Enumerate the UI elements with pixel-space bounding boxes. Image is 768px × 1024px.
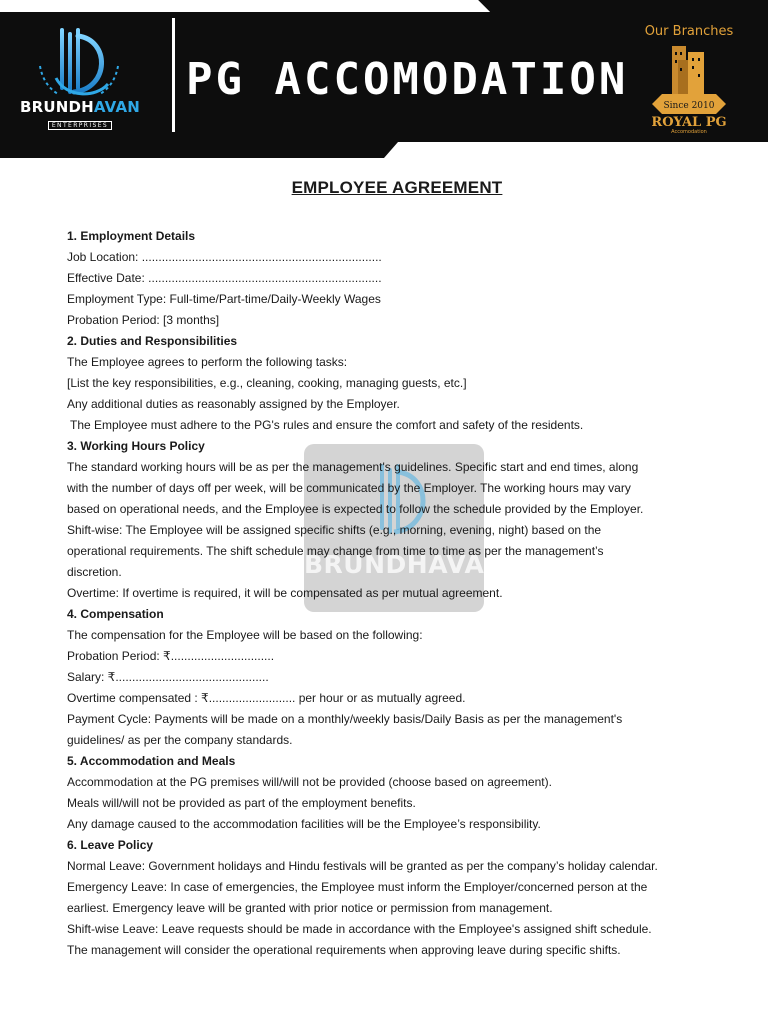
document-line: Any additional duties as reasonably assigned by the Employer. — [67, 397, 400, 411]
branch-badge-name: ROYAL PG — [651, 115, 727, 130]
branch-badge-sub: Accomodation — [671, 129, 707, 134]
document-line: Probation Period: ₹............................... — [67, 649, 275, 663]
section-heading: 4. Compensation — [67, 607, 164, 621]
document-lines — [67, 226, 727, 961]
document-line: with the number of days off per week, will be communicated by the Employer. The working hours may vary — [67, 481, 631, 495]
agreement-document — [67, 178, 727, 961]
document-line: Overtime compensated : ₹.......................... per hour or as mutually agreed. — [67, 691, 466, 705]
brand-subtitle: ENTERPRISES — [48, 121, 112, 130]
document-line: The Employee must adhere to the PG's rules and ensure the comfort and safety of the residents. — [70, 418, 584, 432]
section-heading: 6. Leave Policy — [67, 838, 154, 852]
section-heading: 5. Accommodation and Meals — [67, 754, 236, 768]
document-line: earliest. Emergency leave will be granted with prior notice or permission from management. — [67, 901, 553, 915]
document-line: The management will consider the operational requirements when approving leave during specific shifts. — [67, 943, 621, 957]
document-line: Emergency Leave: In case of emergencies, the Employee must inform the Employer/concerned person at the — [67, 880, 648, 894]
watermark-text: BRUNDHAVAN — [304, 550, 506, 579]
document-line: based on operational needs, and the Employee is expected to follow the schedule provided by the Employer. — [67, 502, 644, 516]
document-line: Accommodation at the PG premises will/will not be provided (choose based on agreement). — [67, 775, 552, 789]
document-line: The standard working hours will be as per the management's guidelines. Specific start and end times, along — [67, 460, 639, 474]
royal-pg-badge-icon — [648, 42, 730, 134]
document-line: Any damage caused to the accommodation facilities will be the Employee’s responsibility. — [67, 817, 541, 831]
header-divider — [172, 18, 175, 132]
header-banner — [0, 0, 768, 158]
branches-label: Our Branches — [644, 24, 734, 39]
document-line: The Employee agrees to perform the following tasks: — [67, 355, 348, 369]
document-line: Shift-wise: The Employee will be assigned specific shifts (e.g., morning, evening, night) based on the — [67, 523, 602, 537]
document-line: guidelines/ as per the company standards. — [67, 733, 293, 747]
branch-badge-since: Since 2010 — [663, 101, 715, 111]
brundhavan-logo-icon — [18, 26, 142, 134]
document-line: Meals will/will not be provided as part of the employment benefits. — [67, 796, 416, 810]
document-line: discretion. — [67, 565, 122, 579]
document-line: Shift-wise Leave: Leave requests should be made in accordance with the Employee's assigned shift schedule. — [67, 922, 652, 936]
document-line: Probation Period: [3 months] — [67, 313, 220, 327]
brand-name: BRUNDHAVAN — [19, 98, 141, 116]
document-line: Job Location: ........................................................................ — [67, 250, 382, 264]
document-title: EMPLOYEE AGREEMENT — [291, 178, 503, 197]
page-title: PG ACCOMODATION — [186, 54, 629, 105]
section-heading: 3. Working Hours Policy — [67, 439, 205, 453]
section-heading: 1. Employment Details — [67, 229, 196, 243]
document-line: Overtime: If overtime is required, it will be compensated as per mutual agreement. — [67, 586, 503, 600]
document-line: Normal Leave: Government holidays and Hindu festivals will be granted as per the company’s holiday calendar. — [67, 859, 658, 873]
document-line: The compensation for the Employee will be based on the following: — [67, 628, 423, 642]
document-line: Salary: ₹.............................................. — [67, 670, 269, 684]
document-line: Effective Date: ...................................................................... — [67, 271, 382, 285]
document-line: Employment Type: Full-time/Part-time/Daily-Weekly Wages — [67, 292, 381, 306]
document-line: Payment Cycle: Payments will be made on a monthly/weekly basis/Daily Basis as per the management's — [67, 712, 623, 726]
document-line: operational requirements. The shift schedule may change from time to time as per the management’s — [67, 544, 604, 558]
document-line: [List the key responsibilities, e.g., cleaning, cooking, managing guests, etc.] — [67, 376, 467, 390]
section-heading: 2. Duties and Responsibilities — [67, 334, 238, 348]
